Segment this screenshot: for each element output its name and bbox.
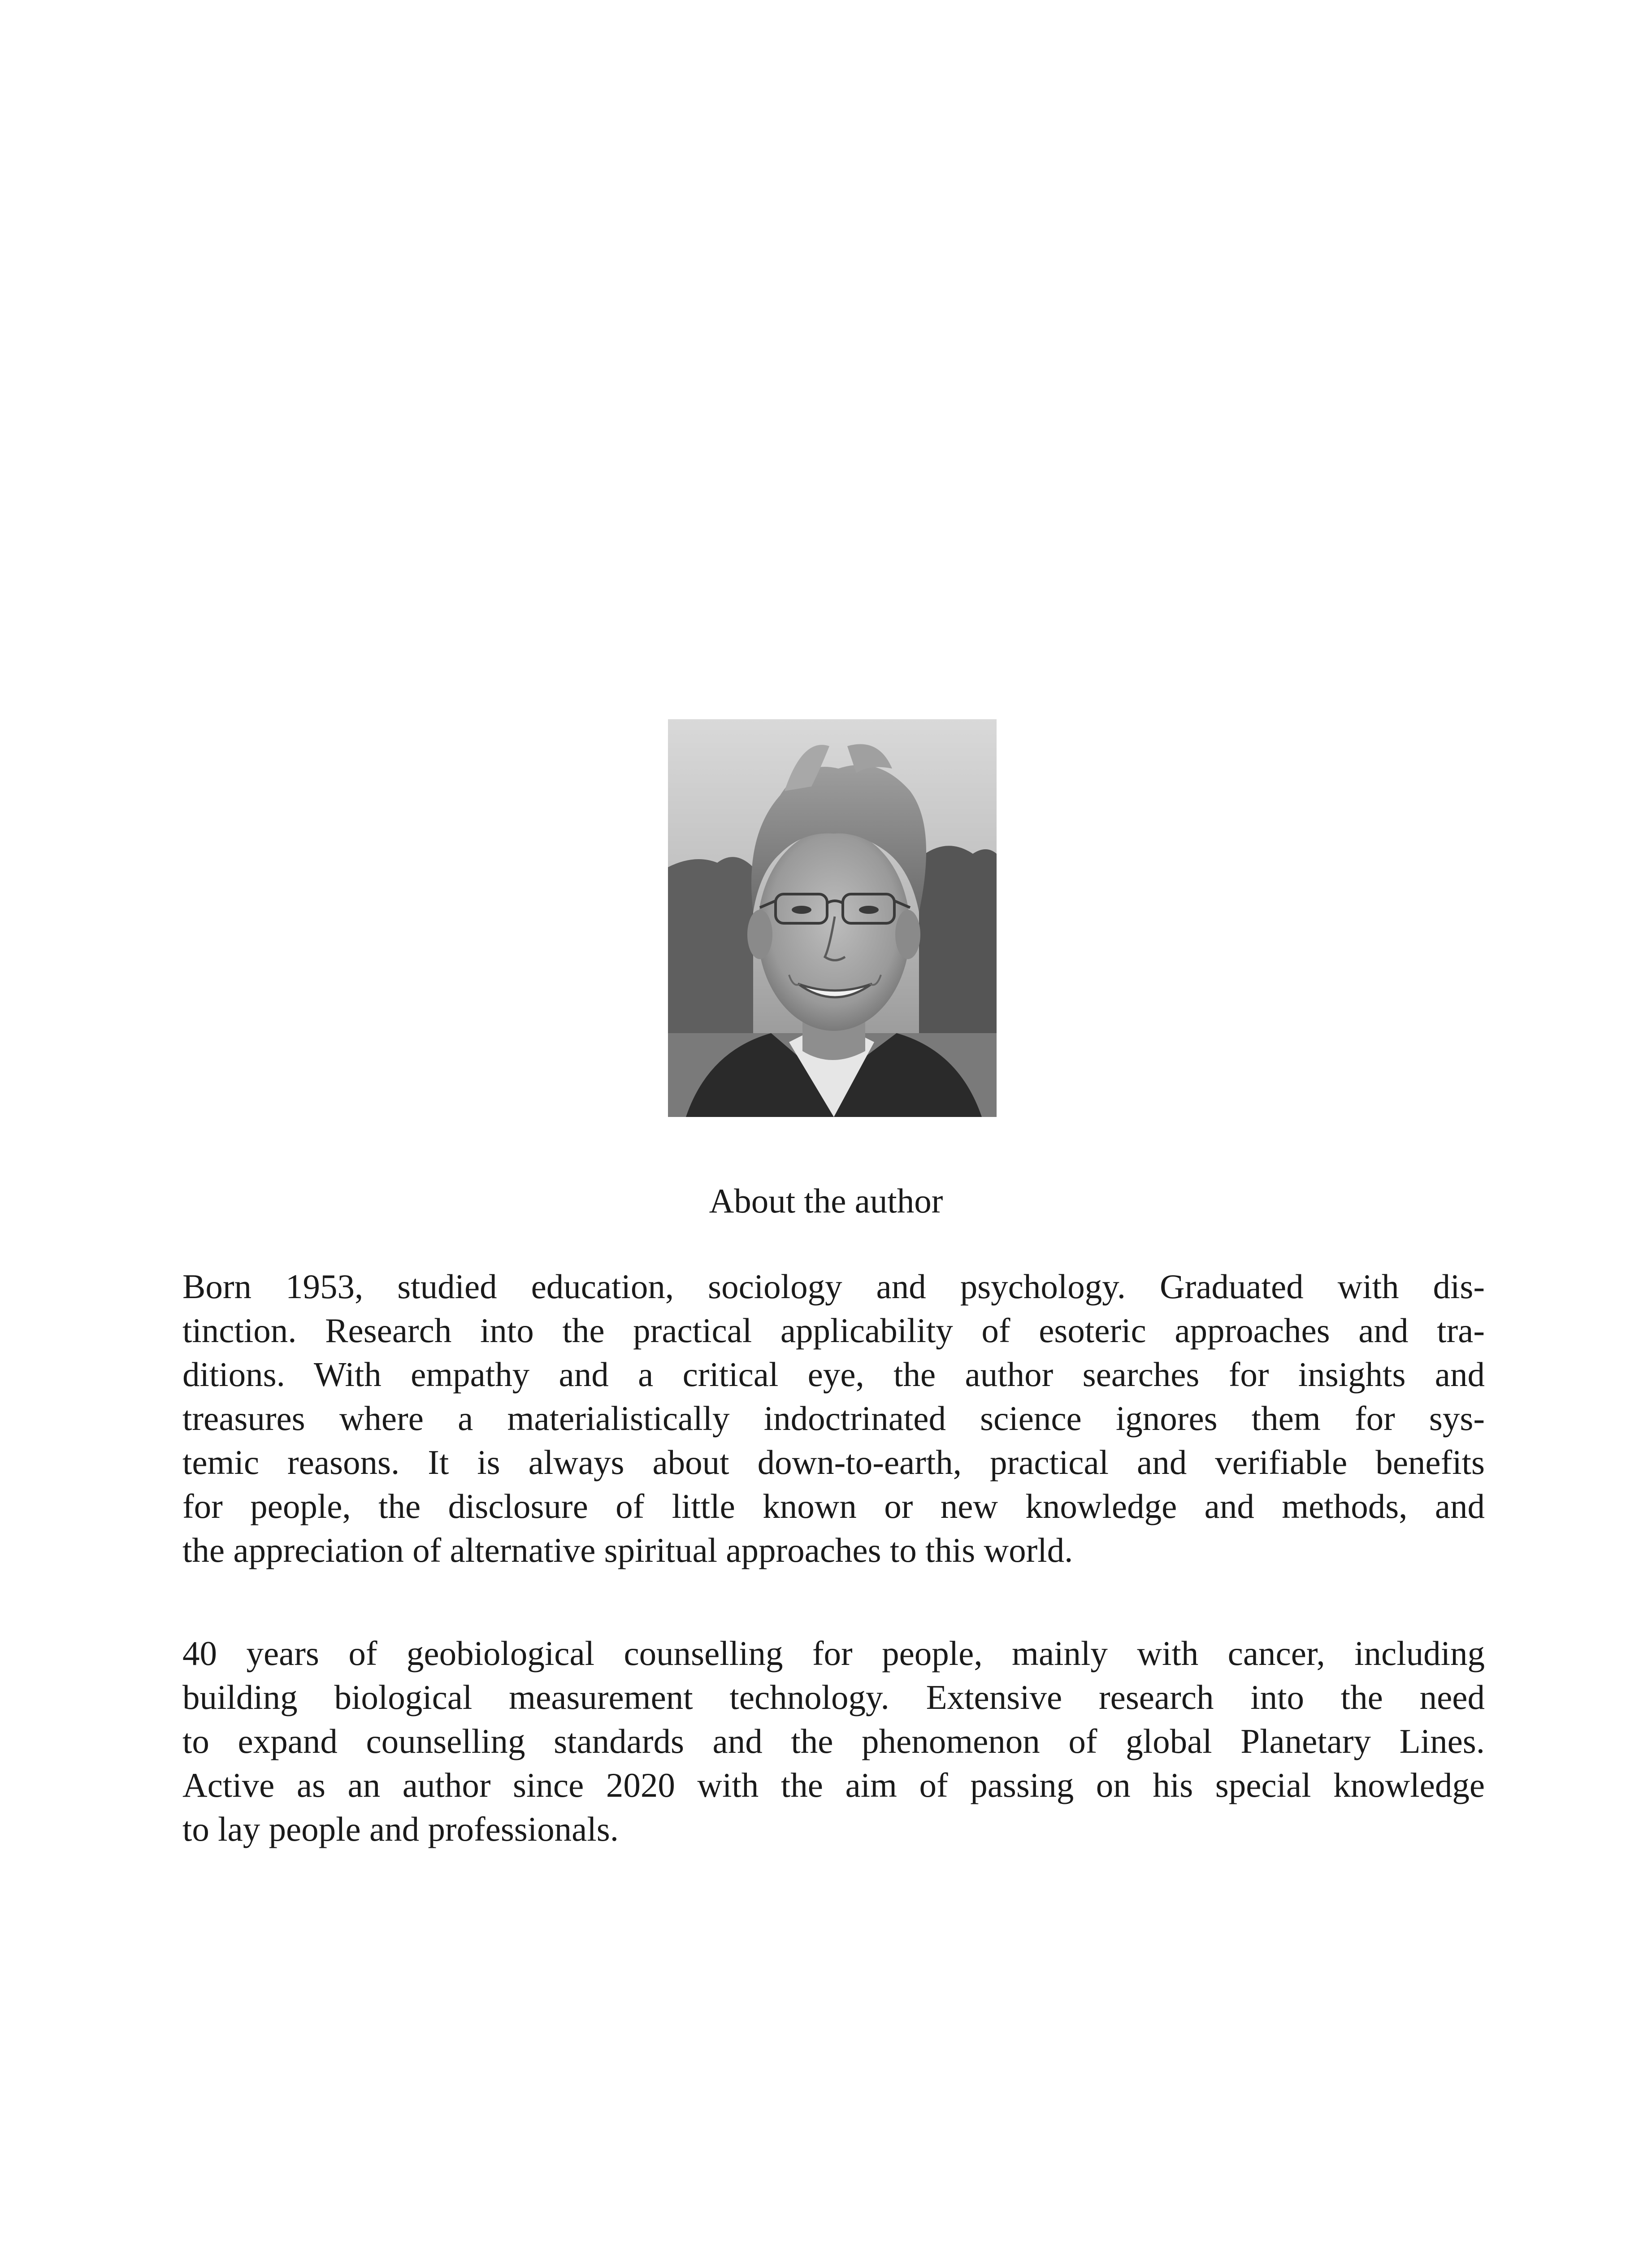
bio-line: the appreciation of alternative spiritual approaches to this world. xyxy=(182,1531,1073,1569)
bio-line: temic reasons. It is always about down-to-earth, practical and verifiable benefits xyxy=(182,1443,1485,1482)
bio-line: Active as an author since 2020 with the aim of passing on his special knowledge xyxy=(182,1766,1485,1804)
author-photo xyxy=(668,719,997,1117)
bio-line: treasures where a materialistically indoctrinated science ignores them for sys- xyxy=(182,1399,1485,1438)
bio-line: tinction. Research into the practical applicability of esoteric approaches and tra- xyxy=(182,1311,1485,1350)
bio-line: to lay people and professionals. xyxy=(182,1810,619,1848)
bio-line: for people, the disclosure of little known or new knowledge and methods, and xyxy=(182,1487,1485,1525)
bio-line: to expand counselling standards and the phenomenon of global Planetary Lines. xyxy=(182,1722,1485,1760)
bio-line: building biological measurement technology. Extensive research into the need xyxy=(182,1678,1485,1716)
bio-line: Born 1953, studied education, sociology and psychology. Graduated with dis- xyxy=(182,1267,1485,1306)
section-title: About the author xyxy=(709,1182,943,1220)
bio-paragraph-1 xyxy=(182,1264,1485,1572)
bio-paragraph-2 xyxy=(182,1631,1485,1851)
bio-line: ditions. With empathy and a critical eye, the author searches for insights and xyxy=(182,1355,1485,1394)
bio-line: 40 years of geobiological counselling for people, mainly with cancer, including xyxy=(182,1634,1485,1673)
